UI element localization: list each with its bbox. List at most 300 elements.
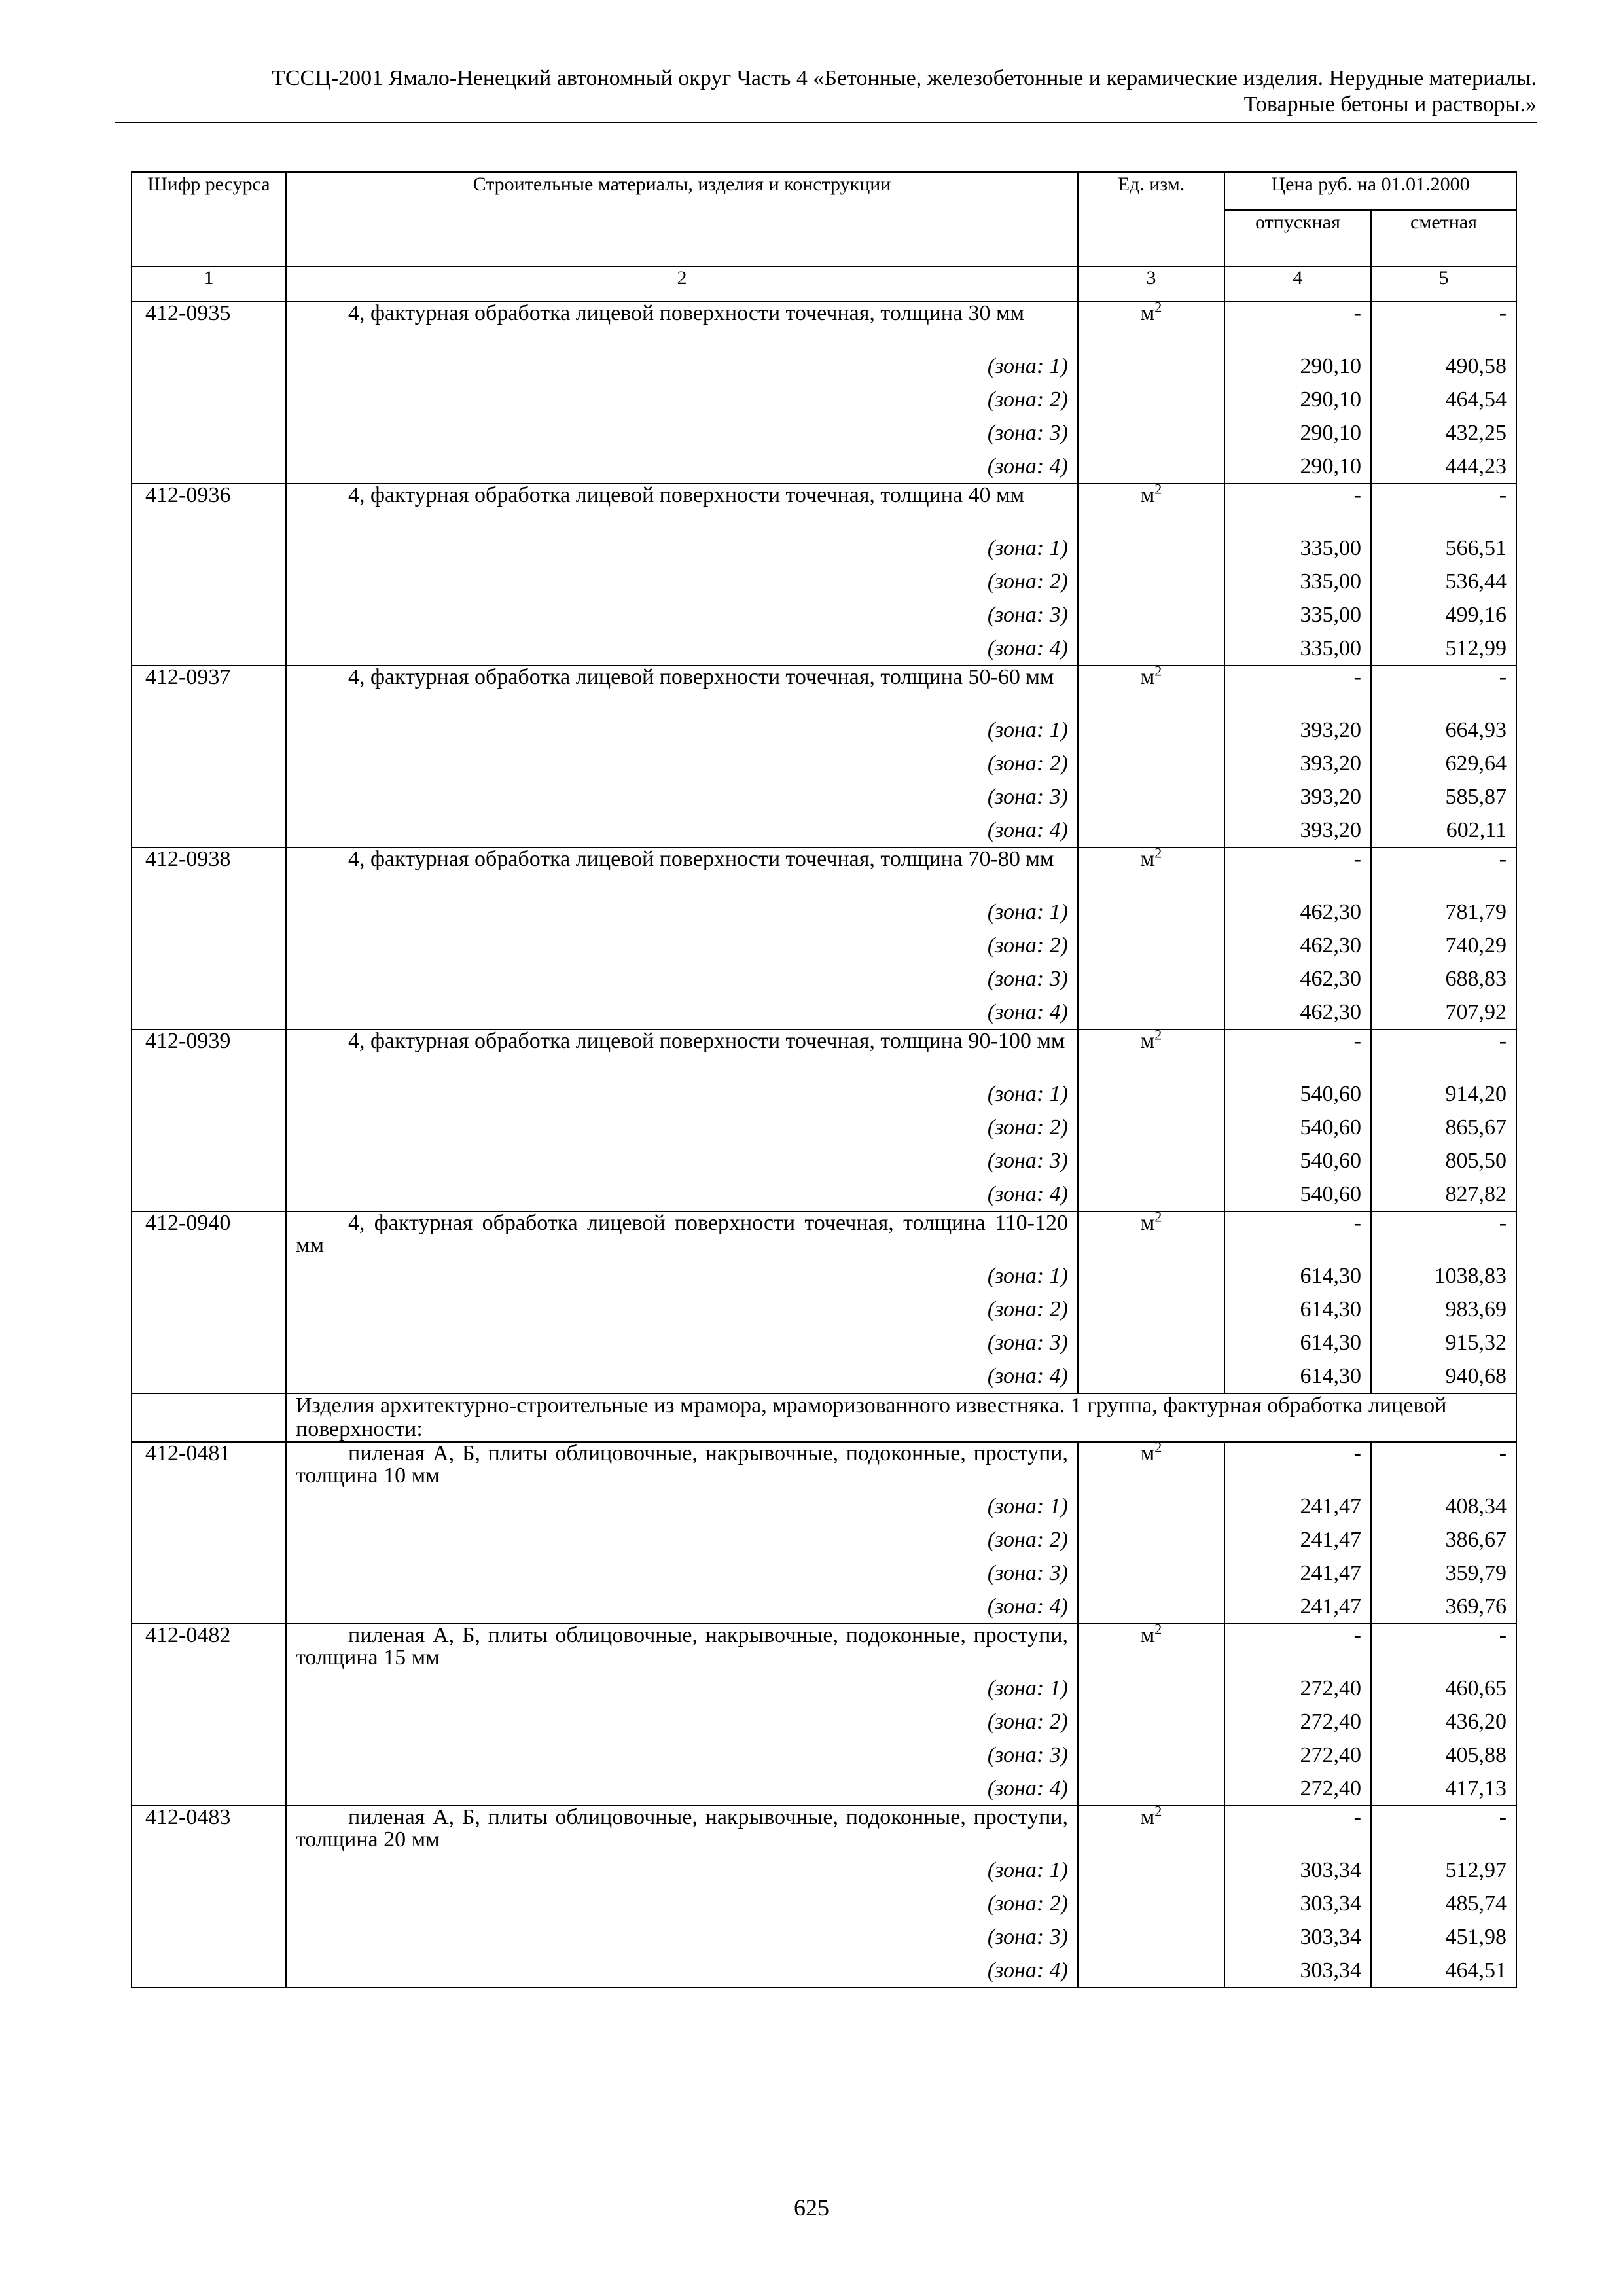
- unit-superscript: 2: [1154, 662, 1162, 679]
- zone-row: [132, 1359, 1516, 1393]
- zone-estimate-price: 914,20: [1371, 1077, 1516, 1111]
- zone-release-price: 303,34: [1224, 1887, 1371, 1920]
- material-name: пиленая А, Б, плиты облицовочные, накрывочные, подоконные, проступи, толщина 20 мм: [286, 1806, 1078, 1854]
- release-price: -: [1224, 1030, 1371, 1077]
- zone-estimate-price: 536,44: [1371, 565, 1516, 598]
- empty-code: [132, 1556, 286, 1590]
- zone-row: [132, 531, 1516, 565]
- zone-row: [132, 780, 1516, 814]
- unit-text: м: [1140, 483, 1155, 507]
- zone-label: (зона: 4): [286, 1590, 1078, 1624]
- zone-row: [132, 450, 1516, 484]
- resource-code: 412-0482: [132, 1624, 286, 1672]
- zone-label: (зона: 3): [286, 1920, 1078, 1954]
- zone-row: [132, 1326, 1516, 1359]
- table-section: [132, 1393, 1516, 1442]
- resource-code: 412-0935: [132, 302, 286, 350]
- zone-release-price: 614,30: [1224, 1293, 1371, 1326]
- zone-release-price: 272,40: [1224, 1672, 1371, 1705]
- zone-label: (зона: 2): [286, 929, 1078, 962]
- zone-release-price: 272,40: [1224, 1705, 1371, 1738]
- estimate-price: -: [1371, 1030, 1516, 1077]
- zone-release-price: 241,47: [1224, 1490, 1371, 1523]
- zone-estimate-price: 405,88: [1371, 1738, 1516, 1772]
- material-name: 4, фактурная обработка лицевой поверхности точечная, толщина 90-100 мм: [286, 1030, 1078, 1077]
- table-row: [132, 848, 1516, 895]
- zone-row: [132, 713, 1516, 747]
- unit-superscript: 2: [1154, 1208, 1162, 1225]
- zone-release-price: 393,20: [1224, 814, 1371, 848]
- zone-row: [132, 747, 1516, 780]
- zone-release-price: 335,00: [1224, 531, 1371, 565]
- col-number: 3: [1078, 266, 1224, 302]
- price-table: [131, 171, 1517, 1988]
- zone-release-price: 540,60: [1224, 1144, 1371, 1177]
- estimate-price: -: [1371, 484, 1516, 531]
- unit-text: м: [1140, 847, 1155, 871]
- empty-unit: [1078, 1326, 1224, 1359]
- empty-unit: [1078, 1556, 1224, 1590]
- col-number: 4: [1224, 266, 1371, 302]
- unit-cell: [1078, 662, 1224, 713]
- zone-row: [132, 929, 1516, 962]
- zone-release-price: 335,00: [1224, 632, 1371, 666]
- zone-estimate-price: 740,29: [1371, 929, 1516, 962]
- empty-code: [132, 531, 286, 565]
- empty-code: [132, 1077, 286, 1111]
- zone-row: [132, 1490, 1516, 1523]
- zone-estimate-price: 781,79: [1371, 895, 1516, 929]
- zone-release-price: 462,30: [1224, 895, 1371, 929]
- empty-code: [132, 598, 286, 632]
- zone-label: (зона: 2): [286, 383, 1078, 416]
- zone-row: [132, 962, 1516, 996]
- zone-release-price: 614,30: [1224, 1359, 1371, 1393]
- material-name: 4, фактурная обработка лицевой поверхности точечная, толщина 70-80 мм: [286, 848, 1078, 895]
- zone-label: (зона: 3): [286, 1144, 1078, 1177]
- col-header-code: Шифр ресурса: [132, 172, 286, 266]
- zone-label: (зона: 3): [286, 780, 1078, 814]
- unit-superscript: 2: [1154, 1026, 1162, 1043]
- zone-estimate-price: 436,20: [1371, 1705, 1516, 1738]
- zone-release-price: 540,60: [1224, 1077, 1371, 1111]
- resource-code: 412-0936: [132, 484, 286, 531]
- unit-cell: [1078, 298, 1224, 350]
- col-header-price: Цена руб. на 01.01.2000: [1224, 172, 1516, 210]
- col-header-name: Строительные материалы, изделия и конструкции: [286, 172, 1078, 266]
- unit-superscript: 2: [1154, 1439, 1162, 1456]
- zone-label: (зона: 3): [286, 1326, 1078, 1359]
- zone-estimate-price: 566,51: [1371, 531, 1516, 565]
- zone-label: (зона: 4): [286, 1177, 1078, 1211]
- resource-code: 412-0938: [132, 848, 286, 895]
- empty-code: [132, 450, 286, 484]
- table-row: [132, 1211, 1516, 1259]
- table-row: [132, 1624, 1516, 1672]
- zone-row: [132, 1177, 1516, 1211]
- zone-estimate-price: 664,93: [1371, 713, 1516, 747]
- empty-unit: [1078, 1111, 1224, 1144]
- empty-unit: [1078, 962, 1224, 996]
- zone-release-price: 272,40: [1224, 1738, 1371, 1772]
- zone-estimate-price: 629,64: [1371, 747, 1516, 780]
- empty-unit: [1078, 1177, 1224, 1211]
- zone-label: (зона: 1): [286, 713, 1078, 747]
- zone-label: (зона: 1): [286, 1672, 1078, 1705]
- zone-estimate-price: 369,76: [1371, 1590, 1516, 1624]
- zone-label: (зона: 3): [286, 962, 1078, 996]
- release-price: -: [1224, 666, 1371, 713]
- empty-unit: [1078, 1920, 1224, 1954]
- header-line-2: Товарные бетоны и растворы.»: [1243, 92, 1537, 117]
- unit-cell: [1078, 1439, 1224, 1490]
- zone-estimate-price: 485,74: [1371, 1887, 1516, 1920]
- zone-row: [132, 1077, 1516, 1111]
- empty-code: [132, 1326, 286, 1359]
- empty-code: [132, 780, 286, 814]
- empty-code: [132, 1293, 286, 1326]
- empty-unit: [1078, 1359, 1224, 1393]
- empty-code: [132, 1920, 286, 1954]
- zone-estimate-price: 417,13: [1371, 1772, 1516, 1806]
- zone-row: [132, 1144, 1516, 1177]
- zone-row: [132, 1672, 1516, 1705]
- unit-superscript: 2: [1154, 844, 1162, 861]
- empty-unit: [1078, 814, 1224, 848]
- zone-row: [132, 632, 1516, 666]
- zone-row: [132, 383, 1516, 416]
- zone-estimate-price: 432,25: [1371, 416, 1516, 450]
- empty-code: [132, 1111, 286, 1144]
- estimate-price: -: [1371, 302, 1516, 350]
- zone-row: [132, 1259, 1516, 1293]
- zone-row: [132, 416, 1516, 450]
- empty-code: [132, 1705, 286, 1738]
- zone-label: (зона: 4): [286, 1359, 1078, 1393]
- empty-unit: [1078, 1144, 1224, 1177]
- zone-row: [132, 350, 1516, 383]
- empty-code: [132, 1954, 286, 1988]
- resource-code: 412-0937: [132, 666, 286, 713]
- empty-unit: [1078, 350, 1224, 383]
- empty-unit: [1078, 1672, 1224, 1705]
- estimate-price: -: [1371, 1211, 1516, 1259]
- zone-release-price: 241,47: [1224, 1590, 1371, 1624]
- zone-row: [132, 996, 1516, 1030]
- zone-label: (зона: 4): [286, 1954, 1078, 1988]
- zone-release-price: 540,60: [1224, 1177, 1371, 1211]
- empty-unit: [1078, 1523, 1224, 1556]
- unit-cell: [1078, 1026, 1224, 1077]
- zone-label: (зона: 4): [286, 996, 1078, 1030]
- zone-release-price: 462,30: [1224, 929, 1371, 962]
- zone-release-price: 290,10: [1224, 416, 1371, 450]
- zone-release-price: 241,47: [1224, 1556, 1371, 1590]
- empty-unit: [1078, 1954, 1224, 1988]
- zone-release-price: 290,10: [1224, 383, 1371, 416]
- zone-row: [132, 1854, 1516, 1887]
- page-header: [115, 65, 1537, 118]
- zone-release-price: 303,34: [1224, 1954, 1371, 1988]
- header-rule: [115, 122, 1537, 123]
- zone-release-price: 303,34: [1224, 1854, 1371, 1887]
- zone-label: (зона: 4): [286, 814, 1078, 848]
- empty-code: [132, 1738, 286, 1772]
- zone-estimate-price: 464,51: [1371, 1954, 1516, 1988]
- empty-code: [132, 1590, 286, 1624]
- header-line-1: ТССЦ-2001 Ямало-Ненецкий автономный округ Часть 4 «Бетонные, железобетонные и керамические изделия. Нерудные материалы.: [272, 66, 1537, 90]
- zone-row: [132, 598, 1516, 632]
- empty-code: [132, 1523, 286, 1556]
- zone-row: [132, 1111, 1516, 1144]
- unit-cell: [1078, 1803, 1224, 1854]
- estimate-price: -: [1371, 1442, 1516, 1490]
- zone-label: (зона: 4): [286, 632, 1078, 666]
- unit-cell: [1078, 844, 1224, 895]
- zone-release-price: 462,30: [1224, 996, 1371, 1030]
- table-row: [132, 302, 1516, 350]
- unit-superscript: 2: [1154, 1621, 1162, 1638]
- zone-label: (зона: 1): [286, 1490, 1078, 1523]
- zone-estimate-price: 688,83: [1371, 962, 1516, 996]
- zone-release-price: 290,10: [1224, 450, 1371, 484]
- zone-release-price: 614,30: [1224, 1326, 1371, 1359]
- material-name: 4, фактурная обработка лицевой поверхности точечная, толщина 110-120 мм: [286, 1211, 1078, 1259]
- table-row: [132, 1806, 1516, 1854]
- zone-estimate-price: 460,65: [1371, 1672, 1516, 1705]
- zone-estimate-price: 499,16: [1371, 598, 1516, 632]
- release-price: -: [1224, 1442, 1371, 1490]
- table-body-main: [132, 298, 1516, 1393]
- unit-text: м: [1140, 1029, 1155, 1053]
- empty-unit: [1078, 598, 1224, 632]
- unit-superscript: 2: [1154, 480, 1162, 497]
- empty-unit: [1078, 1887, 1224, 1920]
- empty-code: [132, 416, 286, 450]
- empty-unit: [1078, 780, 1224, 814]
- col-header-release: отпускная: [1224, 210, 1371, 266]
- empty-code: [132, 383, 286, 416]
- zone-estimate-price: 451,98: [1371, 1920, 1516, 1954]
- material-name: 4, фактурная обработка лицевой поверхности точечная, толщина 50-60 мм: [286, 666, 1078, 713]
- empty-unit: [1078, 1490, 1224, 1523]
- col-number: 1: [132, 266, 286, 302]
- empty-code: [132, 1887, 286, 1920]
- estimate-price: -: [1371, 666, 1516, 713]
- empty-code: [132, 747, 286, 780]
- zone-release-price: 290,10: [1224, 350, 1371, 383]
- empty-unit: [1078, 450, 1224, 484]
- empty-unit: [1078, 416, 1224, 450]
- empty-code: [132, 632, 286, 666]
- empty-code: [132, 1359, 286, 1393]
- zone-label: (зона: 2): [286, 1523, 1078, 1556]
- zone-row: [132, 1920, 1516, 1954]
- empty-code: [132, 1144, 286, 1177]
- empty-unit: [1078, 565, 1224, 598]
- zone-label: (зона: 2): [286, 747, 1078, 780]
- zone-estimate-price: 915,32: [1371, 1326, 1516, 1359]
- col-header-unit: Ед. изм.: [1078, 172, 1224, 266]
- empty-unit: [1078, 1772, 1224, 1806]
- table-row: [132, 666, 1516, 713]
- resource-code: 412-0481: [132, 1442, 286, 1490]
- unit-text: м: [1140, 1211, 1155, 1235]
- empty-unit: [1078, 1259, 1224, 1293]
- empty-unit: [1078, 747, 1224, 780]
- estimate-price: -: [1371, 1806, 1516, 1854]
- col-number: 5: [1371, 266, 1516, 302]
- zone-label: (зона: 1): [286, 1854, 1078, 1887]
- unit-cell: [1078, 1208, 1224, 1259]
- empty-code: [132, 895, 286, 929]
- zone-estimate-price: 602,11: [1371, 814, 1516, 848]
- zone-release-price: 540,60: [1224, 1111, 1371, 1144]
- zone-row: [132, 1556, 1516, 1590]
- empty-unit: [1078, 929, 1224, 962]
- zone-estimate-price: 444,23: [1371, 450, 1516, 484]
- zone-estimate-price: 1038,83: [1371, 1259, 1516, 1293]
- zone-release-price: 393,20: [1224, 780, 1371, 814]
- col-number: 2: [286, 266, 1078, 302]
- zone-estimate-price: 408,34: [1371, 1490, 1516, 1523]
- release-price: -: [1224, 1806, 1371, 1854]
- zone-release-price: 393,20: [1224, 713, 1371, 747]
- release-price: -: [1224, 1211, 1371, 1259]
- material-name: пиленая А, Б, плиты облицовочные, накрывочные, подоконные, проступи, толщина 10 мм: [286, 1442, 1078, 1490]
- estimate-price: -: [1371, 1624, 1516, 1672]
- section-heading: Изделия архитектурно-строительные из мрамора, мраморизованного известняка. 1 группа, фактурная обработка лицевой поверхности:: [286, 1393, 1516, 1442]
- release-price: -: [1224, 302, 1371, 350]
- empty-code: [132, 565, 286, 598]
- empty-unit: [1078, 383, 1224, 416]
- empty-code: [132, 1177, 286, 1211]
- zone-row: [132, 1738, 1516, 1772]
- zone-label: (зона: 3): [286, 598, 1078, 632]
- empty-unit: [1078, 1738, 1224, 1772]
- empty-code: [132, 713, 286, 747]
- table-row: [132, 1442, 1516, 1490]
- zone-estimate-price: 707,92: [1371, 996, 1516, 1030]
- zone-label: (зона: 2): [286, 1111, 1078, 1144]
- empty-unit: [1078, 996, 1224, 1030]
- zone-row: [132, 1954, 1516, 1988]
- zone-label: (зона: 2): [286, 1887, 1078, 1920]
- zone-label: (зона: 4): [286, 1772, 1078, 1806]
- zone-label: (зона: 1): [286, 350, 1078, 383]
- zone-label: (зона: 1): [286, 895, 1078, 929]
- table-body-marble: [132, 1439, 1516, 1988]
- unit-text: м: [1140, 1805, 1155, 1829]
- zone-row: [132, 1523, 1516, 1556]
- table-row: [132, 484, 1516, 531]
- empty-code: [132, 1672, 286, 1705]
- col-header-estimate: сметная: [1371, 210, 1516, 266]
- resource-code: 412-0939: [132, 1030, 286, 1077]
- release-price: -: [1224, 484, 1371, 531]
- empty-code: [132, 962, 286, 996]
- zone-row: [132, 1705, 1516, 1738]
- empty-unit: [1078, 632, 1224, 666]
- empty-code: [132, 1772, 286, 1806]
- resource-code: 412-0483: [132, 1806, 286, 1854]
- estimate-price: -: [1371, 848, 1516, 895]
- table-row: [132, 1030, 1516, 1077]
- zone-release-price: 272,40: [1224, 1772, 1371, 1806]
- empty-code: [132, 1854, 286, 1887]
- zone-estimate-price: 940,68: [1371, 1359, 1516, 1393]
- empty-code: [132, 1490, 286, 1523]
- zone-estimate-price: 983,69: [1371, 1293, 1516, 1326]
- unit-cell: [1078, 480, 1224, 531]
- release-price: -: [1224, 848, 1371, 895]
- zone-label: (зона: 1): [286, 1077, 1078, 1111]
- resource-code: 412-0940: [132, 1211, 286, 1259]
- release-price: -: [1224, 1624, 1371, 1672]
- empty-unit: [1078, 1854, 1224, 1887]
- unit-text: м: [1140, 665, 1155, 689]
- empty-code: [132, 929, 286, 962]
- zone-release-price: 241,47: [1224, 1523, 1371, 1556]
- zone-release-price: 303,34: [1224, 1920, 1371, 1954]
- zone-row: [132, 1772, 1516, 1806]
- empty-unit: [1078, 1293, 1224, 1326]
- unit-text: м: [1140, 1623, 1155, 1647]
- zone-estimate-price: 386,67: [1371, 1523, 1516, 1556]
- zone-release-price: 462,30: [1224, 962, 1371, 996]
- empty-unit: [1078, 1077, 1224, 1111]
- zone-release-price: 614,30: [1224, 1259, 1371, 1293]
- zone-estimate-price: 464,54: [1371, 383, 1516, 416]
- empty-unit: [1078, 1705, 1224, 1738]
- zone-label: (зона: 2): [286, 565, 1078, 598]
- empty-code: [132, 1259, 286, 1293]
- zone-label: (зона: 1): [286, 531, 1078, 565]
- zone-estimate-price: 490,58: [1371, 350, 1516, 383]
- unit-text: м: [1140, 301, 1155, 325]
- empty-code: [132, 996, 286, 1030]
- zone-row: [132, 1293, 1516, 1326]
- zone-estimate-price: 585,87: [1371, 780, 1516, 814]
- zone-label: (зона: 3): [286, 1738, 1078, 1772]
- zone-row: [132, 565, 1516, 598]
- unit-text: м: [1140, 1441, 1155, 1465]
- zone-release-price: 393,20: [1224, 747, 1371, 780]
- zone-estimate-price: 512,99: [1371, 632, 1516, 666]
- zone-estimate-price: 359,79: [1371, 1556, 1516, 1590]
- zone-estimate-price: 827,82: [1371, 1177, 1516, 1211]
- zone-release-price: 335,00: [1224, 598, 1371, 632]
- unit-superscript: 2: [1154, 1803, 1162, 1820]
- material-name: 4, фактурная обработка лицевой поверхности точечная, толщина 30 мм: [286, 302, 1078, 350]
- zone-label: (зона: 2): [286, 1293, 1078, 1326]
- zone-label: (зона: 3): [286, 416, 1078, 450]
- material-name: пиленая А, Б, плиты облицовочные, накрывочные, подоконные, проступи, толщина 15 мм: [286, 1624, 1078, 1672]
- unit-cell: [1078, 1621, 1224, 1672]
- unit-superscript: 2: [1154, 298, 1162, 315]
- zone-row: [132, 814, 1516, 848]
- zone-label: (зона: 4): [286, 450, 1078, 484]
- zone-estimate-price: 805,50: [1371, 1144, 1516, 1177]
- page-number: 625: [794, 2195, 829, 2221]
- zone-estimate-price: 512,97: [1371, 1854, 1516, 1887]
- zone-estimate-price: 865,67: [1371, 1111, 1516, 1144]
- material-name: 4, фактурная обработка лицевой поверхности точечная, толщина 40 мм: [286, 484, 1078, 531]
- zone-label: (зона: 3): [286, 1556, 1078, 1590]
- empty-unit: [1078, 1590, 1224, 1624]
- empty-unit: [1078, 531, 1224, 565]
- zone-label: (зона: 1): [286, 1259, 1078, 1293]
